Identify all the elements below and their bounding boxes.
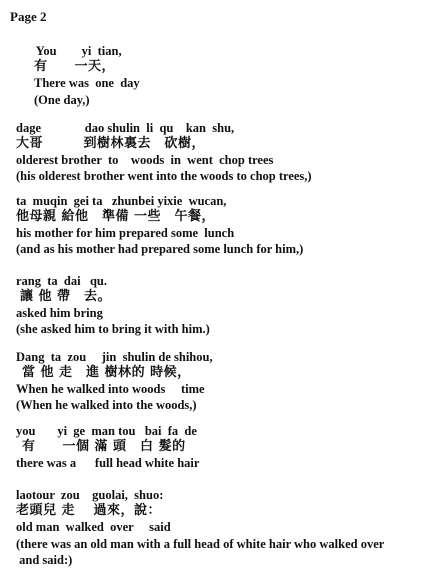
paraphrase-line: (and as his mother had prepared some lunch for him,) <box>16 242 304 256</box>
gloss-line: asked him bring <box>16 306 103 320</box>
gloss-line: When he walked into woods time <box>16 382 205 396</box>
gloss-line: there was a full head white hair <box>16 456 200 470</box>
hanzi-line: 他母親 給他 準備 一些 午餐， <box>16 209 216 224</box>
hanzi-line: 當 他 走 進 樹林的 時候， <box>22 365 191 380</box>
paraphrase-line: (One day,) <box>34 93 90 107</box>
pinyin-line: rang ta dai qu. <box>16 274 107 288</box>
hanzi-line: 有 一個 滿 頭 白 髮的 <box>22 439 186 454</box>
pinyin-line: you yi ge man tou bai fa de <box>16 424 197 438</box>
gloss-line: old man walked over said <box>16 520 171 534</box>
paraphrase-line: (his olderest brother went into the woods to chop trees,) <box>16 169 312 183</box>
hanzi-line: 老頭兒 走 過來，說： <box>16 503 162 518</box>
gloss-line: his mother for him prepared some lunch <box>16 226 235 240</box>
hanzi-line: 大哥 到樹林裏去 砍樹， <box>16 136 206 151</box>
hanzi-line: 有 一天， <box>34 59 116 74</box>
pinyin-line: laotour zou guolai, shuo: <box>16 488 164 502</box>
gloss-line: olderest brother to woods in went chop trees <box>16 153 274 167</box>
page-label: Page 2 <box>10 9 47 24</box>
pinyin-line: dage dao shulin li qu kan shu, <box>16 121 235 135</box>
gloss-line: There was one day <box>34 76 140 90</box>
paraphrase-line: (she asked him to bring it with him.) <box>16 322 210 336</box>
paraphrase-line: (When he walked into the woods,) <box>16 398 197 412</box>
paraphrase-line: (there was an old man with a full head of white hair who walked over <box>16 537 385 551</box>
paraphrase-line-continued: and said:) <box>16 553 73 567</box>
pinyin-line: You yi tian, <box>30 44 122 58</box>
pinyin-line: Dang ta zou jin shulin de shihou, <box>16 350 213 364</box>
hanzi-line: 讓 他 帶 去。 <box>20 289 112 304</box>
pinyin-line: ta muqin gei ta zhunbei yixie wucan, <box>16 194 227 208</box>
